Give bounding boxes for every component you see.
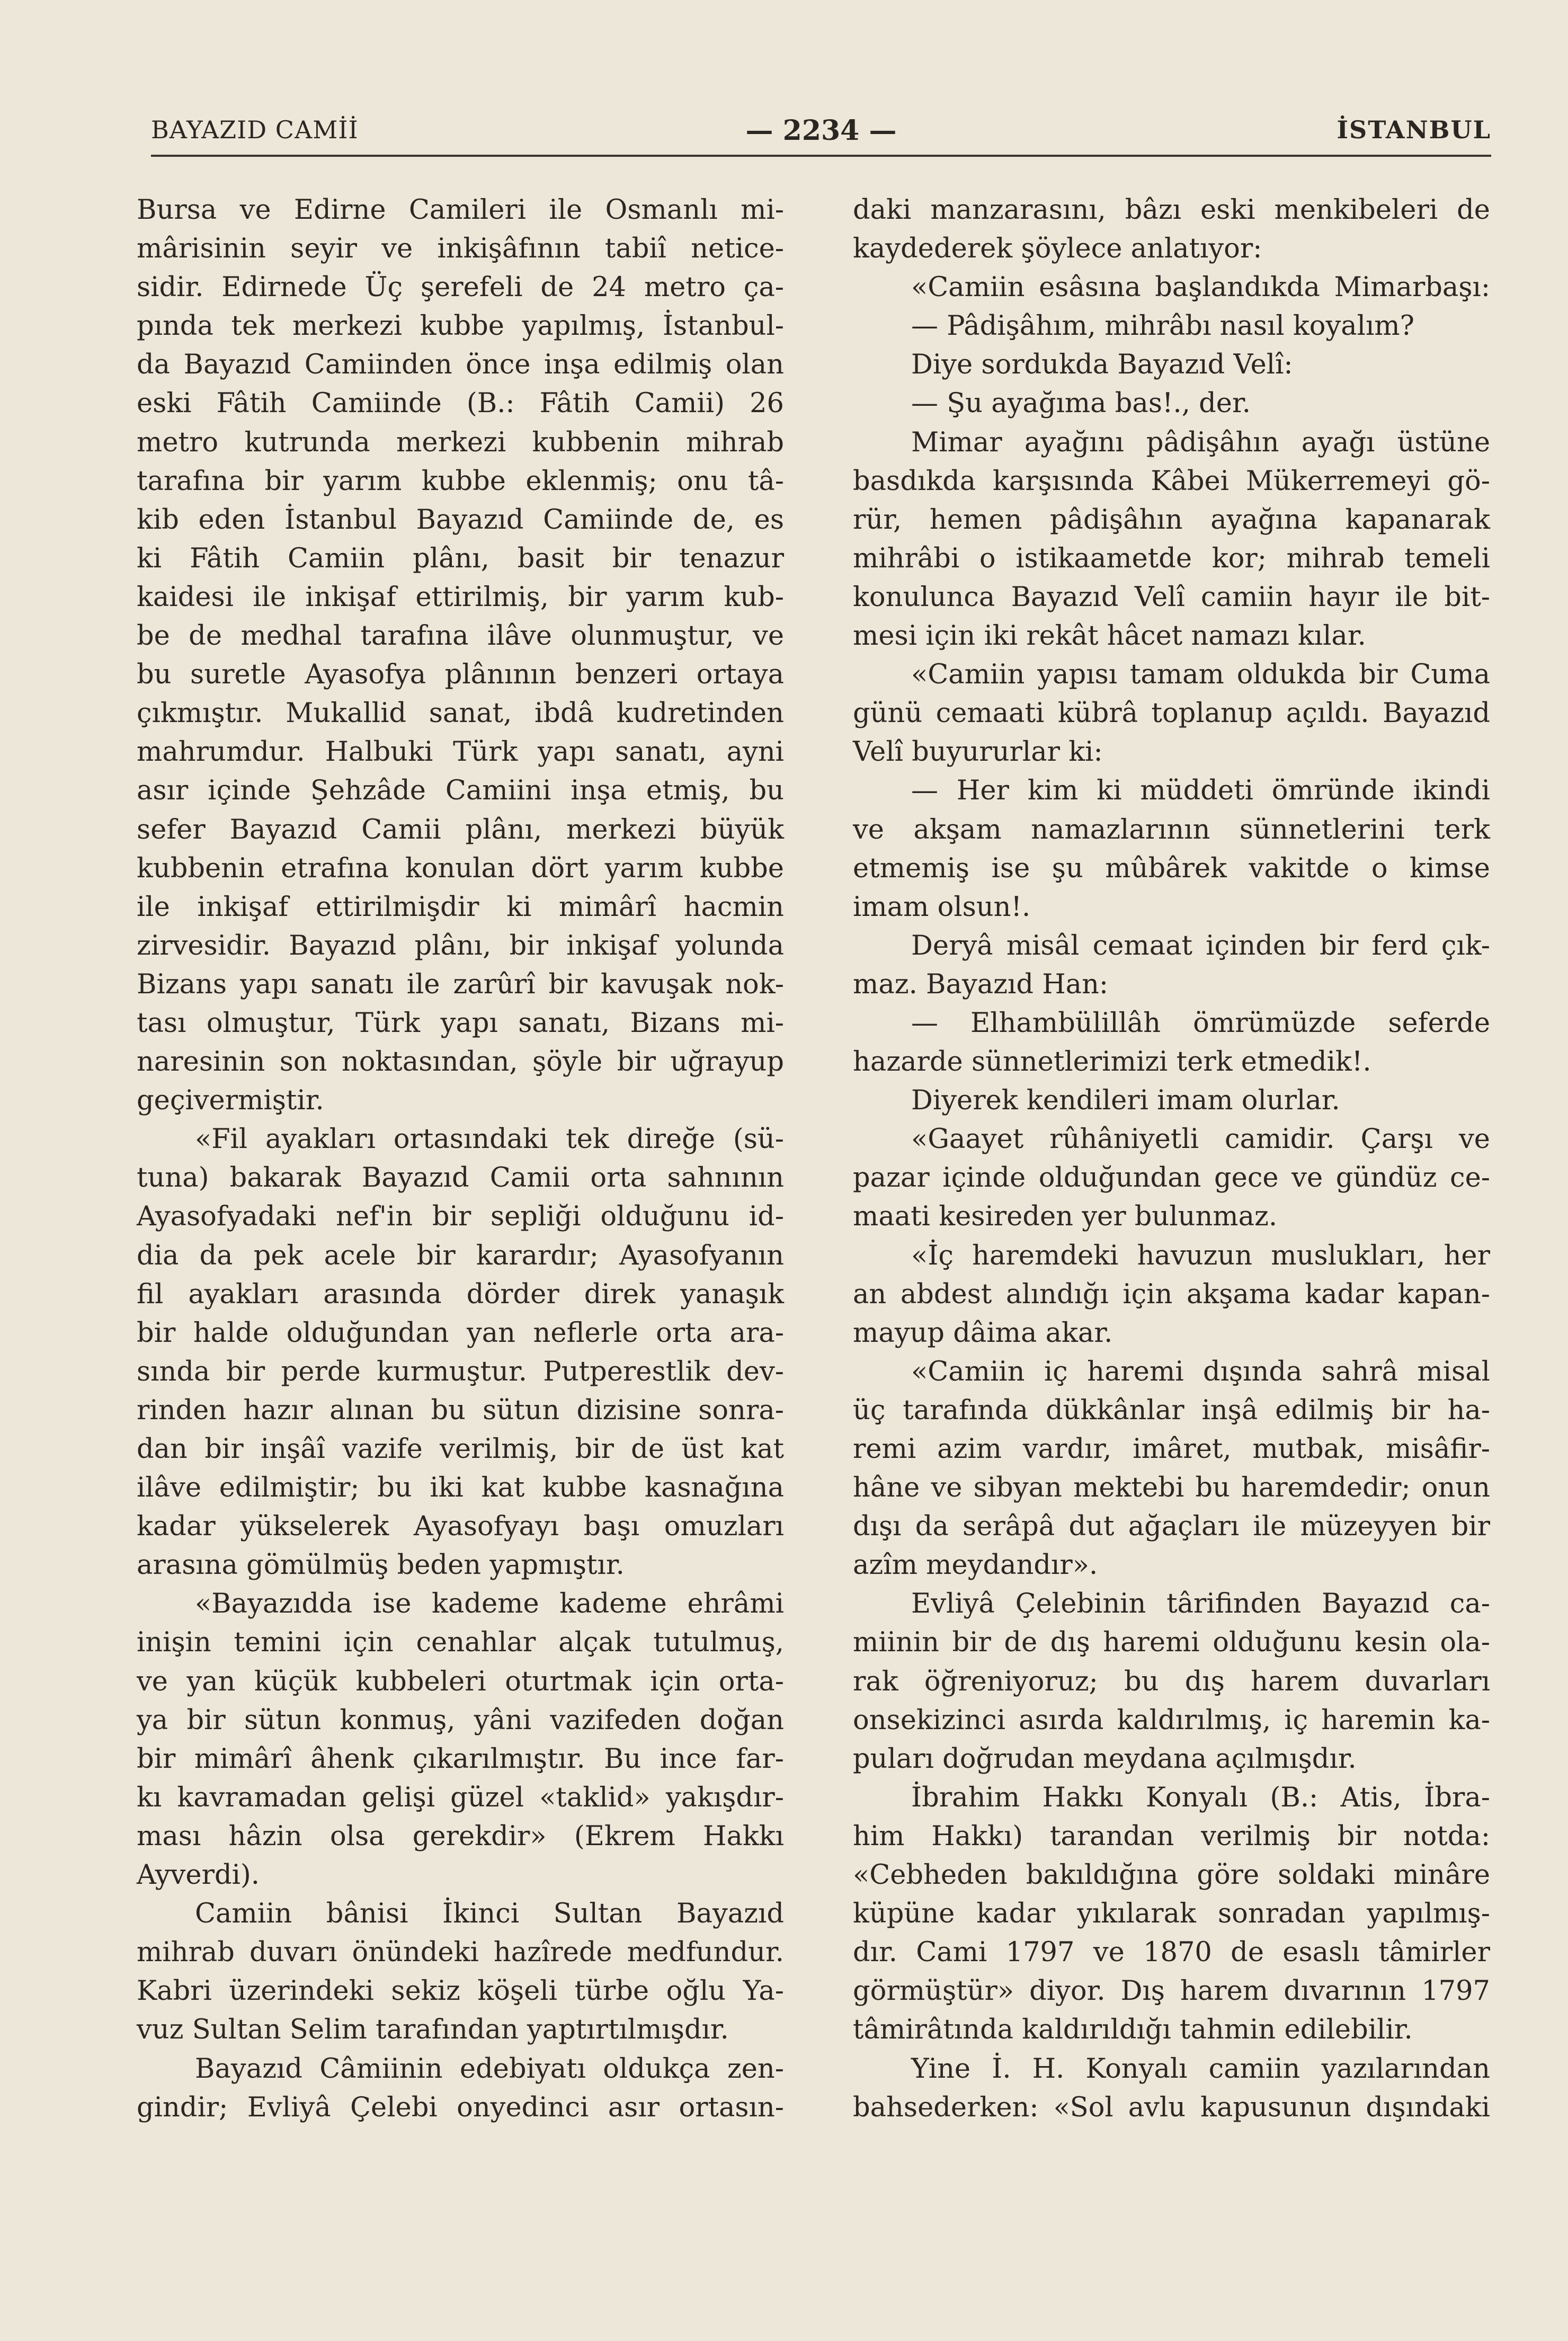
- text-line: ilâve edilmiştir; bu iki kat kubbe kasnağına: [137, 1472, 784, 1504]
- text-line: metro kutrunda merkezi kubbenin mihrab: [137, 426, 784, 458]
- text-line: Evliyâ Çelebinin târifinden Bayazıd ca-: [911, 1588, 1490, 1620]
- text-line: Bizans yapı sanatı ile zarûrî bir kavuşak nok-: [137, 968, 784, 1000]
- text-line: rinden hazır alınan bu sütun dizisine sonra-: [137, 1394, 784, 1426]
- text-line: üç tarafında dükkânlar inşâ edilmiş bir ha-: [853, 1394, 1490, 1426]
- text-line: miinin bir de dış haremi olduğunu kesin ola-: [853, 1627, 1490, 1659]
- text-line: mihrab duvarı önündeki hazîrede medfundur.: [137, 1937, 784, 1969]
- text-line: azîm meydandır».: [853, 1550, 1098, 1581]
- text-line: mahrumdur. Halbuki Türk yapı sanatı, ayni: [137, 736, 784, 768]
- text-line: Deryâ misâl cemaat içinden bir ferd çık-: [911, 930, 1490, 962]
- text-line: tası olmuştur, Türk yapı sanatı, Bizans mi-: [137, 1007, 784, 1039]
- text-line: Yine İ. H. Konyalı camiin yazılarından: [911, 2053, 1490, 2085]
- text-line: dan bir inşâî vazife verilmiş, bir de üst kat: [137, 1434, 784, 1465]
- text-line: pazar içinde olduğundan gece ve gündüz ce-: [853, 1162, 1490, 1194]
- text-line: Velî buyururlar ki:: [853, 736, 1103, 768]
- text-line: — Pâdişâhım, mihrâbı nasıl koyalım?: [911, 310, 1414, 342]
- text-line: tuna) bakarak Bayazıd Camii orta sahnının: [137, 1162, 784, 1194]
- text-line: imam olsun!.: [853, 891, 1031, 923]
- text-line: rak öğreniyoruz; bu dış harem duvarları: [853, 1666, 1490, 1697]
- text-line: eski Fâtih Camiinde (B.: Fâtih Camii) 26: [137, 388, 784, 420]
- text-line: mesi için iki rekât hâcet namazı kılar.: [853, 620, 1366, 652]
- text-line: «Camiin yapısı tamam oldukda bir Cuma: [911, 659, 1490, 691]
- text-line: çıkmıştır. Mukallid sanat, ibdâ kudretinden: [137, 698, 784, 729]
- text-line: ya bir sütun konmuş, yâni vazifeden doğan: [137, 1704, 784, 1736]
- text-line: günü cemaati kübrâ toplanup açıldı. Bayazıd: [853, 698, 1490, 729]
- text-line: «Fil ayakları ortasındaki tek direğe (sü-: [195, 1124, 784, 1155]
- text-line: inişin temini için cenahlar alçak tutulmuş,: [137, 1627, 784, 1659]
- text-line: Diyerek kendileri imam olurlar.: [911, 1085, 1340, 1117]
- text-line: pında tek merkezi kubbe yapılmış, İstanbul-: [137, 310, 784, 342]
- text-line: Kabri üzerindeki sekiz köşeli türbe oğlu Ya-: [137, 1975, 784, 2007]
- text-line: «Camiin iç haremi dışında sahrâ misal: [911, 1356, 1490, 1387]
- text-line: hâne ve sibyan mektebi bu haremdedir; onun: [853, 1472, 1490, 1504]
- text-line: be de medhal tarafına ilâve olunmuştur, ve: [137, 620, 784, 652]
- text-line: «Cebheden bakıldığına göre soldaki minâre: [853, 1859, 1490, 1891]
- text-line: kib eden İstanbul Bayazıd Camiinde de, es: [137, 504, 784, 536]
- text-line: daki manzarasını, bâzı eski menkibeleri de: [853, 194, 1490, 226]
- text-line: ması hâzin olsa gerekdir» (Ekrem Hakkı: [137, 1820, 784, 1852]
- text-line: asır içinde Şehzâde Camiini inşa etmiş, bu: [137, 775, 784, 807]
- text-line: kadar yükselerek Ayasofyayı başı omuzları: [137, 1511, 784, 1543]
- text-line: kaidesi ile inkişaf ettirilmiş, bir yarım kub-: [137, 581, 784, 613]
- text-line: naresinin son noktasından, şöyle bir uğrayup: [137, 1046, 784, 1078]
- text-line: an abdest alındığı için akşama kadar kapan-: [853, 1278, 1490, 1310]
- text-line: hazarde sünnetlerimizi terk etmedik!.: [853, 1046, 1371, 1078]
- text-line: Camiin bânisi İkinci Sultan Bayazıd: [195, 1898, 784, 1930]
- text-line: puları doğrudan meydana açılmışdır.: [853, 1743, 1357, 1775]
- text-line: — Elhambülillâh ömrümüzde seferde: [911, 1007, 1490, 1039]
- text-line: görmüştür» diyor. Dış harem dıvarının 1797: [853, 1975, 1490, 2007]
- text-line: küpüne kadar yıkılarak sonradan yapılmış-: [853, 1898, 1490, 1930]
- text-line: bahsederken: «Sol avlu kapusunun dışındaki: [853, 2091, 1490, 2123]
- text-line: ile inkişaf ettirilmişdir ki mimârî hacmin: [137, 891, 784, 923]
- text-line: maati kesireden yer bulunmaz.: [853, 1201, 1278, 1233]
- page-number: — 2234 —: [745, 114, 897, 147]
- text-line: İbrahim Hakkı Konyalı (B.: Atis, İbra-: [911, 1782, 1490, 1813]
- text-line: maz. Bayazıd Han:: [853, 968, 1109, 1000]
- header-title: BAYAZID CAMİİ: [151, 115, 359, 144]
- text-line: «Bayazıdda ise kademe kademe ehrâmi: [195, 1588, 784, 1620]
- text-line: dışı da serâpâ dut ağaçları ile müzeyyen bir: [853, 1511, 1490, 1543]
- text-line: Bayazıd Câmiinin edebiyatı oldukça zen-: [195, 2053, 784, 2085]
- text-line: ve akşam namazlarının sünnetlerini terk: [853, 814, 1490, 845]
- text-line: basdıkda karşısında Kâbei Mükerremeyi gö-: [853, 465, 1490, 497]
- text-line: sidir. Edirnede Üç şerefeli de 24 metro ça-: [137, 272, 784, 304]
- text-line: geçivermiştir.: [137, 1085, 324, 1117]
- text-line: mârisinin seyir ve inkişâfının tabiî netice-: [137, 233, 784, 265]
- text-line: tarafına bir yarım kubbe eklenmiş; onu tâ-: [137, 465, 784, 497]
- text-line: ve yan küçük kubbeleri oturtmak için orta-: [137, 1666, 784, 1697]
- running-header: [151, 111, 1491, 154]
- text-line: zirvesidir. Bayazıd plânı, bir inkişaf yolunda: [137, 930, 784, 962]
- text-line: etmemiş ise şu mûbârek vakitde o kimse: [853, 852, 1490, 884]
- text-line: «Camiin esâsına başlandıkda Mimarbaşı:: [911, 272, 1490, 304]
- text-line: dır. Cami 1797 ve 1870 de esaslı tâmirler: [853, 1937, 1490, 1969]
- text-line: ki Fâtih Camiin plânı, basit bir tenazur: [137, 542, 784, 574]
- text-line: — Şu ayağıma bas!., der.: [911, 388, 1251, 420]
- text-line: da Bayazıd Camiinden önce inşa edilmiş olan: [137, 349, 784, 381]
- text-line: Bursa ve Edirne Camileri ile Osmanlı mi-: [137, 194, 784, 226]
- text-line: Diye sordukda Bayazıd Velî:: [911, 349, 1293, 381]
- text-line: tâmirâtında kaldırıldığı tahmin edilebilir.: [853, 2014, 1413, 2046]
- text-line: him Hakkı) tarandan verilmiş bir notda:: [853, 1820, 1490, 1852]
- text-line: dia da pek acele bir karardır; Ayasofyanın: [137, 1240, 784, 1271]
- text-line: konulunca Bayazıd Velî camiin hayır ile bit-: [853, 581, 1490, 613]
- text-line: «İç haremdeki havuzun muslukları, her: [911, 1240, 1490, 1271]
- header-rule: [151, 155, 1491, 157]
- text-line: arasına gömülmüş beden yapmıştır.: [137, 1550, 625, 1581]
- text-line: bir halde olduğundan yan neflerle orta ara-: [137, 1317, 784, 1349]
- text-line: remi azim vardır, imâret, mutbak, misâfir-: [853, 1434, 1490, 1465]
- text-line: mihrâbi o istikaametde kor; mihrab temeli: [853, 542, 1490, 574]
- text-line: «Gaayet rûhâniyetli camidir. Çarşı ve: [911, 1124, 1490, 1155]
- text-line: fil ayakları arasında dörder direk yanaşık: [137, 1278, 784, 1310]
- text-line: sında bir perde kurmuştur. Putperestlik dev-: [137, 1356, 784, 1387]
- right-column: [853, 191, 1490, 2127]
- text-line: rür, hemen pâdişâhın ayağına kapanarak: [853, 504, 1490, 536]
- text-line: Ayasofyadaki nef'in bir sepliği olduğunu id-: [137, 1201, 784, 1233]
- text-line: kaydederek şöylece anlatıyor:: [853, 233, 1262, 265]
- text-line: Mimar ayağını pâdişâhın ayağı üstüne: [911, 426, 1490, 458]
- text-line: sefer Bayazıd Camii plânı, merkezi büyük: [137, 814, 784, 845]
- text-line: kı kavramadan gelişi güzel «taklid» yakışdır-: [137, 1782, 784, 1813]
- text-line: mayup dâima akar.: [853, 1317, 1113, 1349]
- text-line: — Her kim ki müddeti ömründe ikindi: [911, 775, 1490, 807]
- text-line: bu suretle Ayasofya plânının benzeri ortaya: [137, 659, 784, 691]
- left-column: [137, 191, 784, 2127]
- text-line: kubbenin etrafına konulan dört yarım kubbe: [137, 852, 784, 884]
- text-line: Ayverdi).: [137, 1859, 260, 1891]
- text-line: vuz Sultan Selim tarafından yaptırtılmışdır.: [137, 2014, 729, 2046]
- text-line: onsekizinci asırda kaldırılmış, iç haremin ka-: [853, 1704, 1490, 1736]
- text-line: gindir; Evliyâ Çelebi onyedinci asır ortasın-: [137, 2091, 784, 2123]
- text-line: bir mimârî âhenk çıkarılmıştır. Bu ince far-: [137, 1743, 784, 1775]
- header-section: İSTANBUL: [1337, 115, 1491, 144]
